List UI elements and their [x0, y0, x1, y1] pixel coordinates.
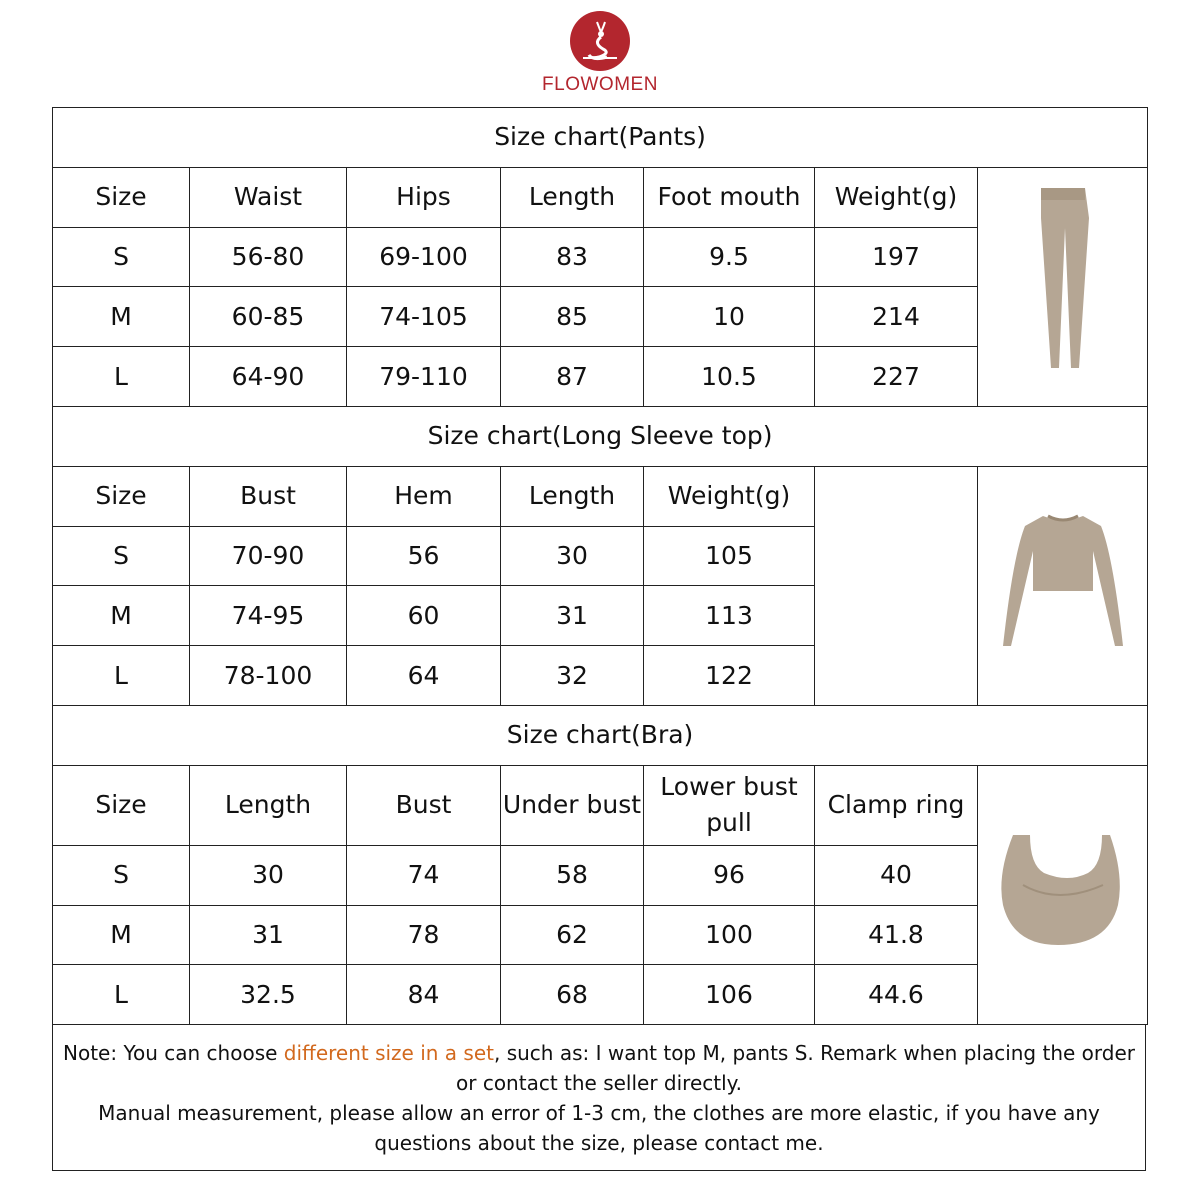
measurement-value: 85	[501, 287, 644, 347]
measurement-value: 10.5	[644, 347, 815, 407]
measurement-value: 30	[190, 845, 347, 905]
size-chart-table	[52, 107, 1148, 1025]
yoga-logo-icon	[569, 10, 631, 72]
measurement-value: 60-85	[190, 287, 347, 347]
measurement-value: 31	[190, 905, 347, 965]
measurement-value: 9.5	[644, 227, 815, 287]
column-header: Bust	[347, 765, 501, 845]
column-header: Length	[501, 167, 644, 227]
size-label: L	[53, 965, 190, 1025]
product-photo-icon	[1023, 182, 1103, 382]
measurement-value: 100	[644, 905, 815, 965]
measurement-value: 64-90	[190, 347, 347, 407]
brand-name: FLOWOMEN	[542, 74, 658, 95]
measurement-value: 62	[501, 905, 644, 965]
measurement-value: 30	[501, 526, 644, 586]
measurement-value: 70-90	[190, 526, 347, 586]
measurement-value: 197	[815, 227, 978, 287]
column-header: Hem	[347, 466, 501, 526]
measurement-value: 96	[644, 845, 815, 905]
leggings-image	[978, 167, 1148, 406]
column-header: Weight(g)	[815, 167, 978, 227]
bra-section-title: Size chart(Bra)	[53, 705, 1148, 765]
size-label: S	[53, 526, 190, 586]
sports-bra-image	[978, 765, 1148, 1024]
column-header: Weight(g)	[644, 466, 815, 526]
note-highlight: different size in a set	[283, 1041, 494, 1065]
measurement-value: 74	[347, 845, 501, 905]
measurement-value: 64	[347, 646, 501, 706]
measurement-value: 79-110	[347, 347, 501, 407]
measurement-value: 113	[644, 586, 815, 646]
measurement-value: 84	[347, 965, 501, 1025]
column-header: Lower bust pull	[644, 765, 815, 845]
measurement-value: 83	[501, 227, 644, 287]
measurement-value: 74-105	[347, 287, 501, 347]
measurement-value: 58	[501, 845, 644, 905]
size-label: M	[53, 287, 190, 347]
measurement-value: 41.8	[815, 905, 978, 965]
column-header: Size	[53, 167, 190, 227]
measurement-value: 56-80	[190, 227, 347, 287]
size-label: M	[53, 905, 190, 965]
column-header: Size	[53, 765, 190, 845]
column-header: Waist	[190, 167, 347, 227]
measurement-value: 105	[644, 526, 815, 586]
size-label: L	[53, 646, 190, 706]
measurement-value: 60	[347, 586, 501, 646]
measurement-value: 69-100	[347, 227, 501, 287]
measurement-value: 227	[815, 347, 978, 407]
measurement-value: 68	[501, 965, 644, 1025]
column-header: Size	[53, 466, 190, 526]
size-note	[52, 1024, 1146, 1171]
column-header: Under bust	[501, 765, 644, 845]
column-header: Length	[501, 466, 644, 526]
measurement-value: 32.5	[190, 965, 347, 1025]
measurement-value: 78	[347, 905, 501, 965]
size-label: M	[53, 586, 190, 646]
empty-cell	[815, 466, 978, 705]
measurement-value: 214	[815, 287, 978, 347]
measurement-value: 106	[644, 965, 815, 1025]
note-text: , such as: I want top M, pants S. Remark when placing the order or contact the seller directly.	[456, 1041, 1135, 1095]
product-photo-icon	[988, 506, 1138, 656]
note-text: Note: You can choose	[63, 1041, 284, 1065]
brand-logo	[540, 10, 660, 96]
note-measurement: Manual measurement, please allow an error of 1-3 cm, the clothes are more elastic, if you have any questions about the size, please contact me.	[98, 1101, 1100, 1155]
measurement-value: 56	[347, 526, 501, 586]
measurement-value: 32	[501, 646, 644, 706]
pants-section-title: Size chart(Pants)	[53, 108, 1148, 168]
column-header: Hips	[347, 167, 501, 227]
long-sleeve-top-image	[978, 466, 1148, 705]
product-photo-icon	[993, 825, 1133, 955]
measurement-value: 40	[815, 845, 978, 905]
top-section-title: Size chart(Long Sleeve top)	[53, 406, 1148, 466]
measurement-value: 31	[501, 586, 644, 646]
size-label: L	[53, 347, 190, 407]
size-label: S	[53, 227, 190, 287]
measurement-value: 78-100	[190, 646, 347, 706]
column-header: Length	[190, 765, 347, 845]
measurement-value: 10	[644, 287, 815, 347]
measurement-value: 74-95	[190, 586, 347, 646]
size-label: S	[53, 845, 190, 905]
column-header: Clamp ring	[815, 765, 978, 845]
measurement-value: 87	[501, 347, 644, 407]
column-header: Bust	[190, 466, 347, 526]
column-header: Foot mouth	[644, 167, 815, 227]
measurement-value: 122	[644, 646, 815, 706]
measurement-value: 44.6	[815, 965, 978, 1025]
